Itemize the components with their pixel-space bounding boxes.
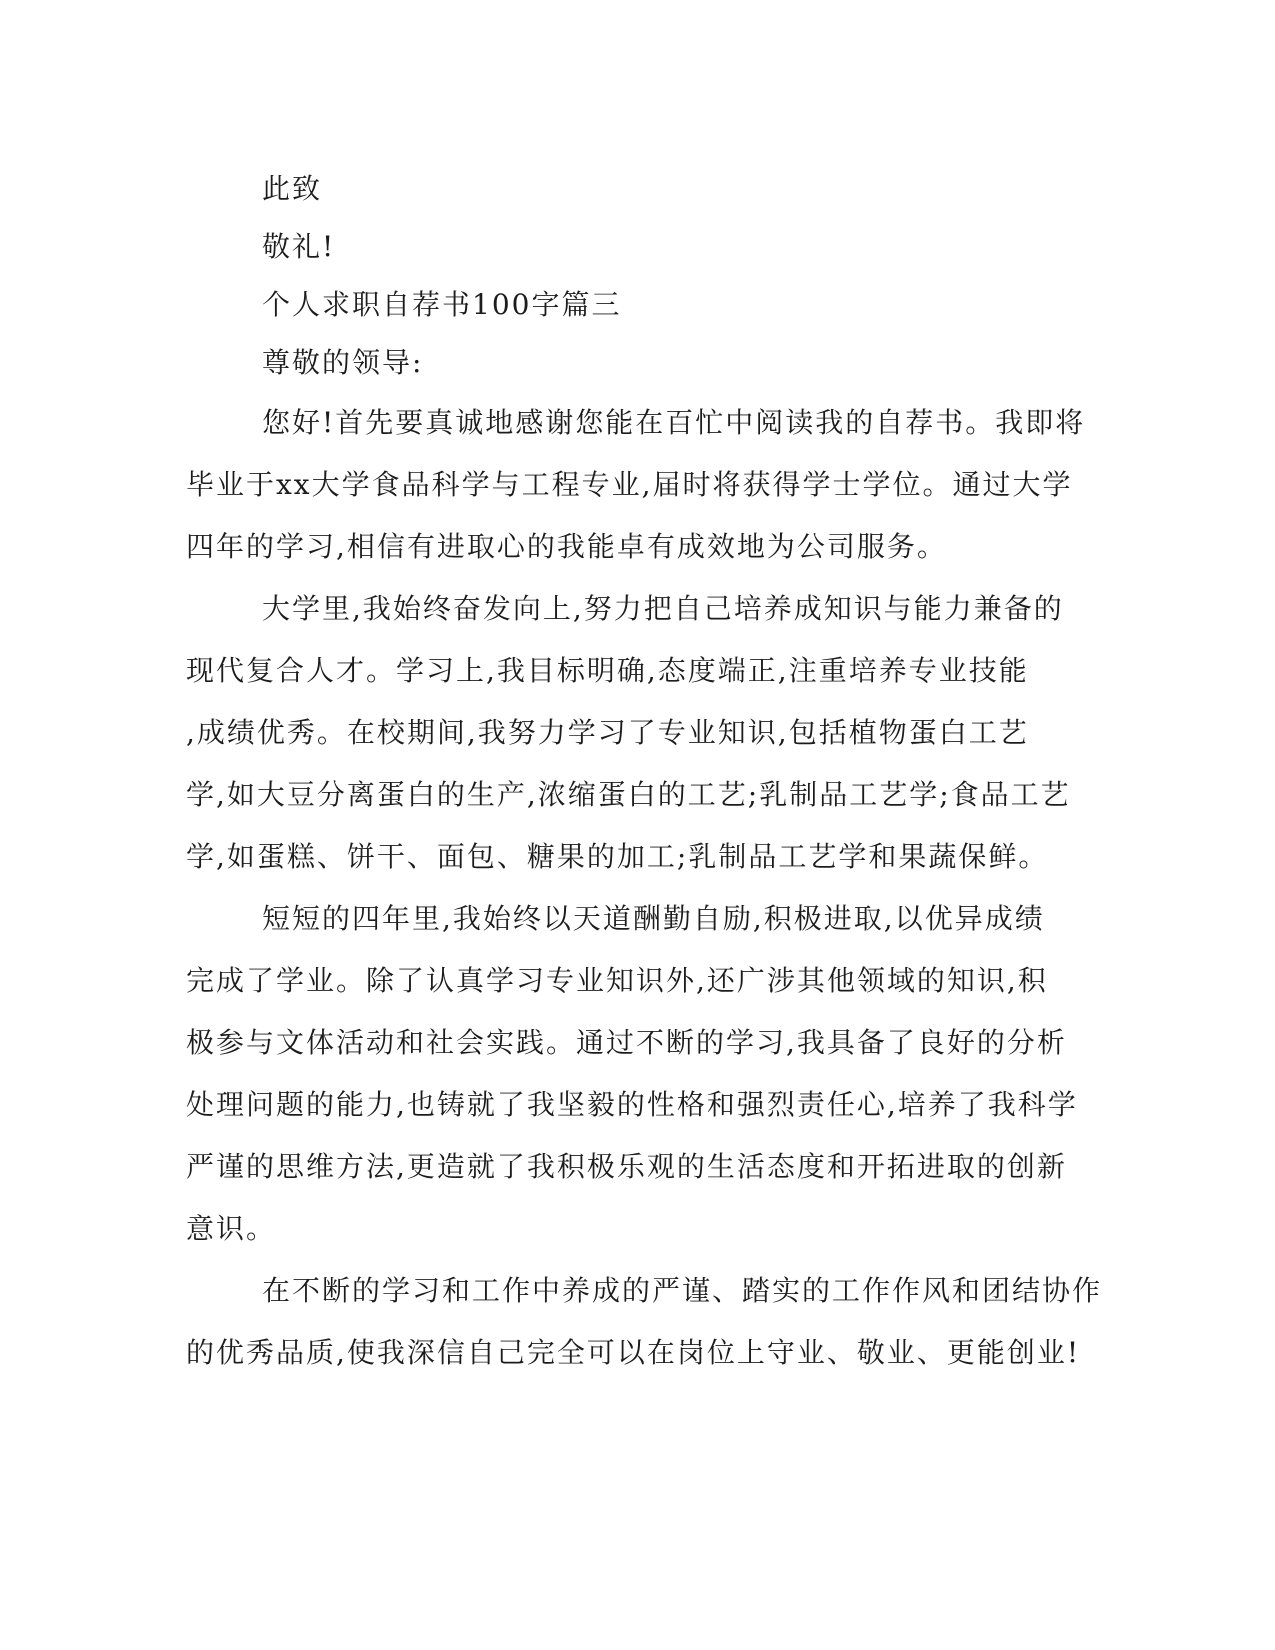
closing-line: 此致: [262, 172, 323, 205]
paragraph-line: 在不断的学习和工作中养成的严谨、踏实的工作作风和团结协作: [262, 1274, 1103, 1307]
paragraph-line: 学,如大豆分离蛋白的生产,浓缩蛋白的工艺;乳制品工艺学;食品工艺: [186, 778, 1071, 811]
paragraph-line: 学,如蛋糕、饼干、面包、糖果的加工;乳制品工艺学和果蔬保鲜。: [186, 840, 1049, 873]
paragraph-line: 毕业于xx大学食品科学与工程专业,届时将获得学士学位。通过大学: [186, 468, 1073, 501]
paragraph-line: 完成了学业。除了认真学习专业知识外,还广涉其他领域的知识,积: [186, 964, 1048, 997]
paragraph-line: 现代复合人才。学习上,我目标明确,态度端正,注重培养专业技能: [186, 654, 1029, 687]
paragraph-line: 意识。: [186, 1212, 277, 1245]
paragraph-line: ,成绩优秀。在校期间,我努力学习了专业知识,包括植物蛋白工艺: [186, 716, 1029, 749]
paragraph-line: 处理问题的能力,也铸就了我坚毅的性格和强烈责任心,培养了我科学: [186, 1088, 1078, 1121]
paragraph-3: [186, 888, 1078, 1260]
paragraph-2: [186, 578, 1072, 888]
paragraph-line: 您好!首先要真诚地感谢您能在百忙中阅读我的自荐书。我即将: [262, 406, 1086, 439]
document-body: [186, 160, 1103, 1384]
paragraph-4: [186, 1260, 1103, 1384]
paragraph-line: 严谨的思维方法,更造就了我积极乐观的生活态度和开拓进取的创新: [186, 1150, 1067, 1183]
paragraph-line: 极参与文体活动和社会实践。通过不断的学习,我具备了良好的分析: [186, 1026, 1067, 1059]
section-title: 个人求职自荐书100字篇三: [262, 288, 622, 321]
paragraph-line: 四年的学习,相信有进取心的我能卓有成效地为公司服务。: [186, 530, 947, 563]
paragraph-line: 大学里,我始终奋发向上,努力把自己培养成知识与能力兼备的: [262, 592, 1064, 625]
paragraph-line: 的优秀品质,使我深信自己完全可以在岗位上守业、敬业、更能创业!: [186, 1336, 1081, 1369]
salute-line: 敬礼!: [262, 230, 336, 263]
paragraph-line: 短短的四年里,我始终以天道酬勤自励,积极进取,以优异成绩: [262, 902, 1045, 935]
greeting-line: 尊敬的领导:: [262, 346, 424, 379]
paragraph-1: [186, 392, 1086, 578]
